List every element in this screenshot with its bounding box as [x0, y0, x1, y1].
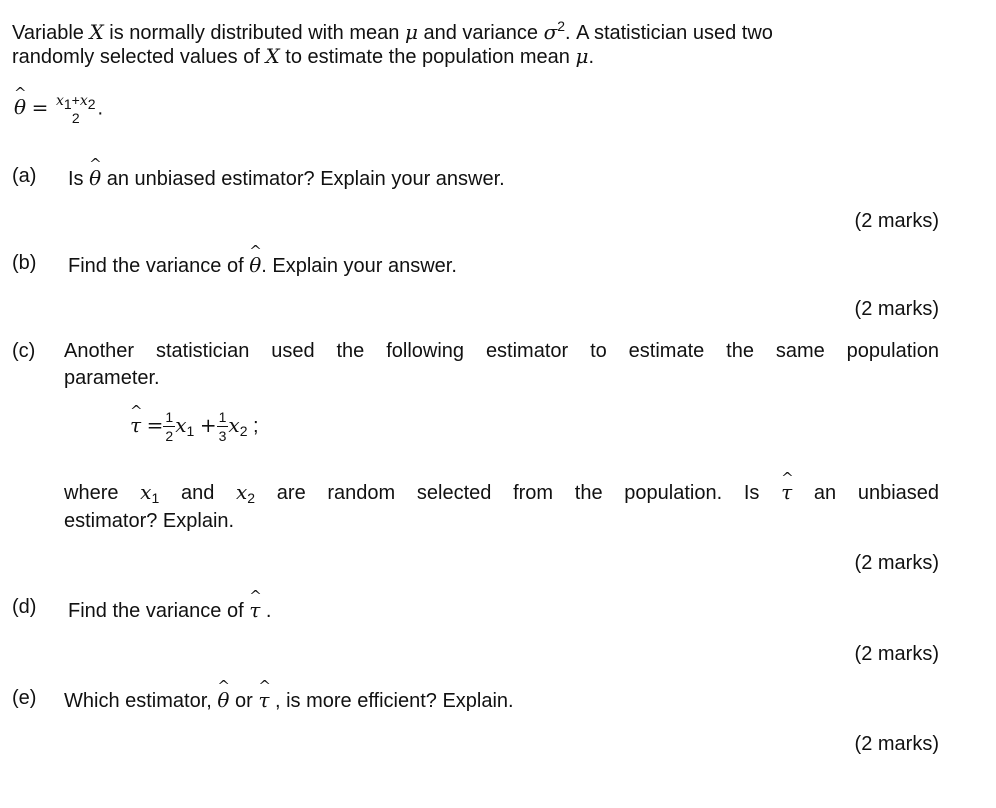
- fraction-numerator: [54, 93, 98, 111]
- fraction-half: [163, 410, 175, 443]
- question-text: . Explain your answer.: [261, 255, 457, 277]
- question-text: Find the variance of: [68, 600, 250, 622]
- part-d-marks: (2 marks): [854, 643, 939, 665]
- part-c-marks: (2 marks): [854, 552, 939, 574]
- theta-hat-symbol: ^ θ: [89, 166, 101, 190]
- part-a-label: (a): [12, 165, 37, 187]
- intro-text: .: [588, 46, 595, 68]
- part-c-line-3: [64, 480, 939, 507]
- question-text: where: [64, 482, 141, 504]
- var-x: X: [265, 44, 280, 68]
- subscript: 1: [151, 490, 160, 506]
- theta-equation: [14, 93, 103, 125]
- question-text: an unbiased: [792, 482, 940, 504]
- subscript: 1: [63, 96, 72, 112]
- subscript: 2: [247, 490, 256, 506]
- intro-line-2: [12, 44, 594, 69]
- part-e-question: [64, 688, 514, 713]
- semicolon: ;: [253, 414, 259, 437]
- question-text: .: [260, 600, 272, 622]
- subscript: 2: [239, 422, 248, 439]
- part-c-line-2: parameter.: [64, 367, 160, 389]
- part-e-marks: (2 marks): [854, 733, 939, 755]
- equals-sign: =: [146, 412, 164, 437]
- equals-sign: =: [31, 95, 49, 120]
- fraction-denominator: 2: [71, 110, 80, 126]
- var-x2: x: [228, 412, 240, 437]
- fraction-numerator: 1: [218, 409, 227, 425]
- intro-line-1: [12, 18, 773, 45]
- theta-hat-symbol: ^ θ: [14, 95, 26, 119]
- subscript: 2: [87, 96, 96, 112]
- sigma-symbol: σ: [543, 20, 558, 44]
- part-e-label: (e): [12, 687, 37, 709]
- intro-text: . A statistician used two: [565, 22, 773, 44]
- part-c-label: (c): [12, 340, 36, 362]
- question-text: Which estimator,: [64, 690, 218, 712]
- exponent: 2: [557, 18, 566, 34]
- question-text: and: [159, 482, 237, 504]
- mu-symbol: μ: [575, 44, 589, 68]
- question-text: Find the variance of: [68, 255, 250, 277]
- part-c-line-4: estimator? Explain.: [64, 510, 235, 532]
- plus-sign: +: [71, 92, 80, 108]
- mu-symbol: μ: [404, 20, 418, 44]
- question-text: , is more efficient? Explain.: [269, 690, 514, 712]
- tau-formula: [130, 410, 259, 443]
- part-b-label: (b): [12, 252, 37, 274]
- fraction-bar: [217, 426, 229, 427]
- part-b-marks: (2 marks): [854, 298, 939, 320]
- part-b-question: [68, 253, 457, 278]
- part-d-question: [68, 598, 271, 623]
- tau-hat-symbol: ^ τ: [130, 413, 141, 437]
- fraction-denominator: 2: [165, 428, 174, 444]
- theta-hat-symbol: ^ θ: [217, 688, 229, 712]
- var-x: X: [89, 20, 104, 44]
- question-text: Is: [68, 168, 90, 190]
- fraction-third: [217, 410, 229, 443]
- question-text: are random selected from the population. Is: [255, 482, 782, 504]
- fraction-bar: [163, 426, 175, 427]
- period: .: [97, 97, 104, 120]
- theta-fraction: [54, 93, 98, 125]
- fraction-numerator: 1: [165, 409, 174, 425]
- intro-text: is normally distributed with mean: [103, 22, 405, 44]
- plus-sign: +: [199, 412, 217, 437]
- var-x1: x: [175, 412, 187, 437]
- intro-text: and variance: [417, 22, 544, 44]
- question-text: or: [229, 690, 259, 712]
- part-d-label: (d): [12, 596, 37, 618]
- var-x2: x: [236, 480, 248, 504]
- intro-text: to estimate the population mean: [279, 46, 576, 68]
- intro-text: Variable: [12, 22, 90, 44]
- tau-hat-symbol: ^ τ: [781, 480, 792, 504]
- intro-text: randomly selected values of: [12, 46, 266, 68]
- question-text: an unbiased estimator? Explain your answer.: [101, 168, 505, 190]
- theta-hat-symbol: ^ θ: [249, 253, 261, 277]
- var-x1: x: [55, 93, 64, 109]
- tau-hat-symbol: ^ τ: [258, 688, 269, 712]
- part-a-question: [68, 166, 505, 191]
- part-c-line-1: Another statistician used the following estimator to estimate the same population: [64, 340, 939, 362]
- fraction-denominator: 3: [218, 428, 227, 444]
- tau-hat-symbol: ^ τ: [249, 598, 260, 622]
- subscript: 1: [186, 422, 195, 439]
- part-a-marks: (2 marks): [854, 210, 939, 232]
- var-x2: x: [79, 93, 88, 109]
- var-x1: x: [140, 480, 152, 504]
